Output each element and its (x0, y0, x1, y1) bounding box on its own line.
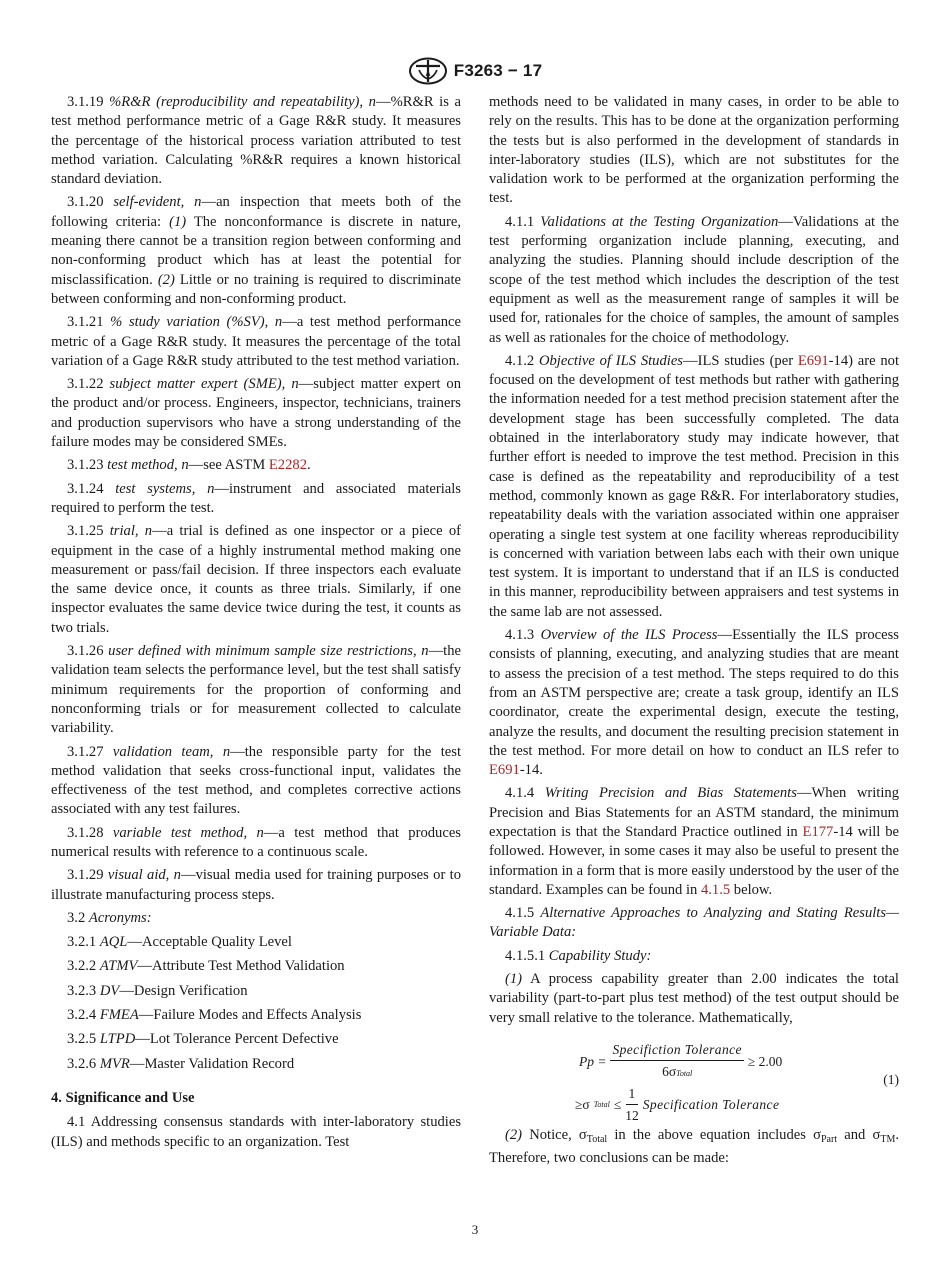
paragraph-4-1: 4.1 Addressing consensus standards with inter-laboratory studies (ILS) and methods specific to an organization. Test (51, 1114, 461, 1150)
definition-3-1-24: 3.1.24 test systems, n—instrument and associated materials required to perform the test. (51, 480, 461, 516)
equation-ge: ≥ 2.00 (747, 1054, 783, 1070)
equation-numerator: Specifiction Tolerance (610, 1040, 743, 1061)
equation-pp: Pp = (579, 1054, 607, 1070)
acronyms-heading: 3.2 Acronyms: (67, 909, 152, 926)
definition-3-1-28: 3.1.28 variable test method, n—a test method that produces numerical results with reference to a continuous scale. (51, 824, 461, 860)
acronym-item: 3.2.6 MVR—Master Validation Record (67, 1055, 295, 1072)
acronym-item: 3.2.2 ATMV—Attribute Test Method Validation (67, 958, 345, 975)
definition-3-1-29: 3.1.29 visual aid, n—visual media used for training purposes or to illustrate manufacturing process steps. (51, 867, 461, 903)
paragraph-capability-1: (1) A process capability greater than 2.00 indicates the total variability (part-to-part plus test method) of the test output should be very small relative to the tolerance. Mathematically, (489, 971, 899, 1026)
link-e691[interactable]: E691 (489, 762, 520, 779)
page-number: 3 (471, 1222, 479, 1237)
equation-line-2: ≥σ Total ≤ $\frac{1}{12}$ Specification Tolerance (575, 1084, 779, 1126)
paragraph-4-1-5-1: 4.1.5.1 Capability Study: (505, 947, 652, 964)
equation-denominator: 6σTotal (662, 1064, 693, 1080)
definition-3-1-26: 3.1.26 user defined with minimum sample size restrictions, n—the validation team selects the performance level, but the test shall satisfy minimum requirements for the proportion of conforming and nonconforming trials or for measurement collected to calculate variability. (51, 643, 461, 737)
paragraph-4-1-1: 4.1.1 Validations at the Testing Organization—Validations at the test performing organization include planning, executing, and analyzing the studies. Planning should include description of the scope of the test method which includes the description of the test equipment as well as the measurement range of samples it will be used for, rationales for the choice of samples, the amount of samples as well as rationales for the choice of methodology. (489, 213, 899, 346)
definition-3-1-25: 3.1.25 trial, n—a trial is defined as one inspector or a piece of equipment in the case of a highly instrumental method making one measurement or pass/fail decision. If three inspectors each evaluate the same device once, it counts as three trials. Similarly, if one inspector evaluates the same device twice during the test, it counts as two trials. (51, 523, 461, 636)
paragraph-capability-2: (2) Notice, $\sigma_{Total}$ in the above equation includes $\sigma_{Part}$ and $\sigma_{TM}$. Therefore, two conclusions can be made: (489, 1126, 899, 1167)
equation-line-1 (579, 1040, 782, 1084)
svg-text:A: A (425, 71, 431, 78)
document-id: F3263 − 17 (453, 61, 543, 80)
equation-number: (1) (883, 1071, 899, 1087)
definition-3-1-22: 3.1.22 subject matter expert (SME), n—subject matter expert on the product and/or process. Engineers, inspector, technicians, trainers and production supervisors who have a strong understanding of the failure modes may be considered SMEs. (51, 376, 461, 451)
right-column (489, 93, 899, 1173)
paragraph-4-1-3: 4.1.3 Overview of the ILS Process—Essentially the ILS process consists of planning, executing, and analyzing studies that are meant to assess the precision of a test method. The steps required to do this from an ASTM perspective are; create a task group, identify an ILS coordinator, create the experimental design, execute the testing, analyze the results, and document the resulting precision statement in the test method. For more detail on how to conduct an ILS refer to E691-14. (489, 627, 899, 779)
link-e177[interactable]: E177 (802, 823, 834, 840)
paragraph-4-1-4: 4.1.4 Writing Precision and Bias Statements—When writing Precision and Bias Statements for an ASTM standard, the minimum expectation is that the Standard Practice outlined in E177-14 will be followed. However, in some cases it may also be useful to present the information in a form that is more easily understood by the user of the standard. Examples can be found in 4.1.5 below. (489, 785, 899, 898)
link-e691[interactable]: E691 (797, 352, 829, 369)
definition-3-1-20: 3.1.20 self-evident, n—an inspection that meets both of the following criteria: (1) The nonconformance is discrete in nature, meaning there cannot be a transition region between conforming and non-conforming product which has at least the potential for misclassification. (2) Little or no training is required to discriminate between conforming and non-conforming product. (51, 194, 462, 307)
equation-fraction (610, 1040, 743, 1084)
left-column (51, 93, 461, 1156)
equation-fraction-2: $\frac{1}{12}$ (625, 1085, 639, 1124)
paragraph-4-1-2: 4.1.2 Objective of ILS Studies—ILS studies (per E691-14) are not focused on the development of test methods but rather with gathering the information needed for a test method precision statement after the development stage has been successfully completed. The data obtained in the interlaboratory study may indicate however, that further effort is needed to improve the test method. Precision in this case is defined as the repeatability and reproducibility of a test method, commonly known as gage R&R. For interlaboratory studies, repeatability deals with the variation associated within one appraiser operating a single test system at one facility whereas reproducibility is concerned with variation between labs each with their own unique test system. It is important to understand that if an ILS is conducted in this manner, reproducibility between appraisers and test systems in the same lab are not assessed. (489, 352, 900, 620)
acronym-item: 3.2.1 AQL—Acceptable Quality Level (67, 934, 292, 951)
definition-3-1-21: 3.1.21 % study variation (%SV), n—a test method performance metric of a Gage R&R study. It measures the percentage of the total variation of a Gage R&R study attributed to the test method variation. (51, 314, 461, 369)
page-header (0, 56, 950, 86)
acronym-item: 3.2.3 DV—Design Verification (67, 982, 248, 999)
link-section-4-1-5[interactable]: 4.1.5 (700, 881, 731, 898)
astm-logo (408, 57, 448, 85)
definition-3-1-19: 3.1.19 %R&R (reproducibility and repeatability), n—%R&R is a test method performance metric of a Gage R&R study. It measures the percentage of the historical process variation attributed to test method variation. Calculating %R&R requires a known historical standard deviation. (51, 94, 462, 188)
acronym-item: 3.2.5 LTPD—Lot Tolerance Percent Defective (67, 1031, 339, 1048)
definition-3-1-23: 3.1.23 test method, n—see ASTM E2282. (67, 457, 311, 474)
paragraph-4-1-continued: methods need to be validated in many cases, in order to be able to rely on the results. This has to be done at the organization performing the tests but is also performed in the development of standards in inter-laboratory studies (ILS), which are not substitutes for the validation work to be performed at the organization performing the test. (489, 94, 899, 207)
acronym-item: 3.2.4 FMEA—Failure Modes and Effects Analysis (67, 1007, 362, 1024)
section-heading-4: 4. Significance and Use (51, 1089, 195, 1106)
paragraph-4-1-5: 4.1.5 Alternative Approaches to Analyzing and Stating Results—Variable Data: (489, 905, 900, 941)
link-e2282[interactable]: E2282 (268, 457, 307, 474)
definition-3-1-27: 3.1.27 validation team, n—the responsible party for the test method validation that seeks cross-functional input, validates the effectiveness of the test method, and completes corrective actions associated with any test failures. (51, 743, 461, 818)
equation-1 (489, 1032, 899, 1124)
